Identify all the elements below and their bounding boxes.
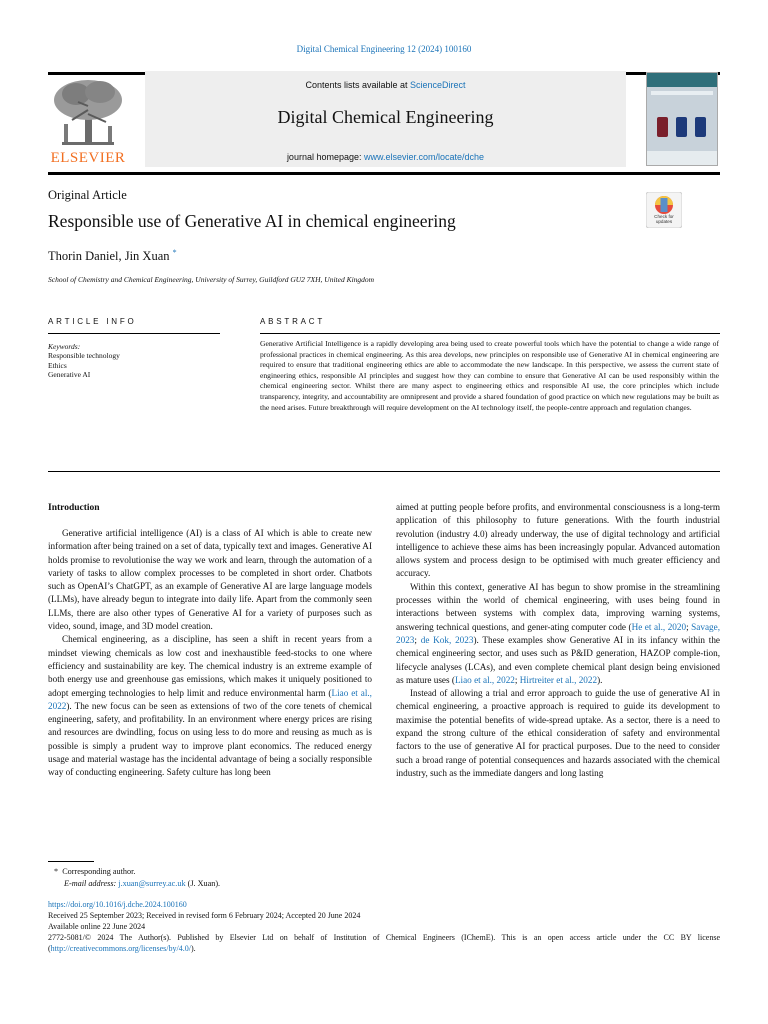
body-paragraph: Instead of allowing a trial and error approach to guide the use of generative AI in chemical engineering, a proactive approach is required to guide its development to maximise the potential benefits of wide-spread uptake. As a sector, there is a need to expand the strong culture of the ethical consideration of safety and environmental factors to the use of generative AI for practical purposes. Due to the need to consider such a broad range of potential consequences and hazards associated with the chemical industry, such as the immediate dangers and long lasting — [396, 688, 720, 778]
email-link[interactable]: j.xuan@surrey.ac.uk — [118, 879, 186, 888]
affiliation: School of Chemistry and Chemical Engineering, University of Surrey, Guildford GU2 7XH, United Kingdom — [48, 275, 375, 284]
keywords-block — [48, 342, 120, 380]
crossmark-label-line2: updates — [655, 219, 673, 224]
author-list — [48, 248, 177, 264]
license-link[interactable]: http://creativecommons.org/licenses/by/4.0/ — [50, 944, 191, 953]
homepage-link[interactable]: www.elsevier.com/locate/dche — [364, 152, 485, 162]
article-info-heading: ARTICLE INFO — [48, 317, 137, 326]
check-for-updates-badge[interactable] — [646, 192, 682, 228]
tree-icon — [48, 76, 128, 148]
reference-link[interactable]: He et al., 2020 — [631, 621, 687, 632]
article-title: Responsible use of Generative AI in chemical engineering — [48, 211, 456, 231]
doi-link[interactable]: https://doi.org/10.1016/j.dche.2024.100160 — [48, 900, 187, 909]
keywords-label: Keywords: — [48, 342, 81, 351]
crossmark-label-line1: Check for — [654, 214, 674, 219]
body-paragraph — [48, 633, 372, 779]
contents-available — [145, 80, 626, 90]
received-dates: Received 25 September 2023; Received in revised form 6 February 2024; Accepted 20 June 2024 — [48, 911, 361, 920]
journal-citation-link[interactable]: Digital Chemical Engineering 12 (2024) 100160 — [296, 44, 472, 54]
text-run: ). — [190, 944, 196, 953]
journal-title: Digital Chemical Engineering — [277, 107, 494, 127]
contents-prefix: Contents lists available at — [305, 80, 411, 90]
corresponding-label: Corresponding author. — [62, 867, 136, 876]
text-run: ). The new focus can be seen as extensions of two of the core tenets of chemical engineering, safety, and profitability. In an environment where energy prices are rising and resources are dwindling, focus on using less to do more and reusing as much as is possible is simply a prudent way to improve plant economics. The reduced energy usage and material wastage has the incidental advantage of being a socially responsible way of conducting engineering. Safety culture has long been — [48, 700, 372, 778]
cover-image-icon — [647, 73, 717, 165]
sciencedirect-link[interactable]: ScienceDirect — [410, 80, 466, 90]
abstract-text: Generative Artificial Intelligence is a rapidly developing area being used to create powerful tools which have the potential to change a wide range of professional practices in chemical engineering. As this area develops, new principles on responsible use of Generative AI in chemical engineering are required to ensure that traditional engineering ethics are able to accommodate the new landscape. In this perspective, we assess the current state of engineering ethics, responsible AI principles and suggest how they can combine to ensure that Generative AI can be used responsibly within the chemical engineering sector. Whilst there are many aspect to engineering ethics and responsible AI use, the core principles which include transparency, integrity, and accountability are omnipresent and provide a shared foundation of good practice on which new regulations may be built as the need arises. Future breakthrough will require development on the AI technology itself, the people-centre approach and regulation changes. — [260, 339, 719, 412]
reference-link[interactable]: Hirtreiter et al., 2022 — [519, 674, 598, 685]
abstract-rule — [260, 333, 720, 334]
abstract-heading: ABSTRACT — [260, 317, 326, 326]
body-right-column — [396, 501, 720, 780]
available-online: Available online 22 June 2024 — [48, 922, 146, 931]
article-type: Original Article — [48, 188, 127, 202]
abstract-bottom-rule — [48, 471, 720, 472]
text-run: ; — [686, 621, 692, 632]
text-run: 2772-5081/© 2024 The Author(s). Published by Elsevier Ltd on behalf of Institution of Chemical Engineers (IChemE). This is an open access article under the CC BY license ( — [48, 933, 720, 953]
email-suffix: (J. Xuan). — [187, 879, 221, 888]
crossmark-label — [646, 214, 682, 224]
publisher-wordmark: ELSEVIER — [50, 150, 126, 166]
article-info-rule — [48, 333, 220, 334]
header-bottom-rule — [48, 172, 720, 175]
body-left-column — [48, 527, 372, 780]
keyword: Generative AI — [48, 370, 91, 380]
text-run: Chemical engineering, as a discipline, has seen a shift in recent years from a mindset viewing chemicals as low cost and inexhaustible feed-stocks to one where efficiency and sustainability are key. The chemical industry is an extreme example of both energy use and greenhouse gas emissions, which makes it uniquely positioned to adopt emerging technologies to help limit and reduce environmental harm ( — [48, 634, 372, 698]
reference-link[interactable]: Liao et al., 2022 — [48, 687, 372, 711]
license-statement — [48, 932, 720, 954]
keyword: Ethics — [48, 360, 67, 370]
text-run: ; — [414, 634, 421, 645]
body-paragraph: aimed at putting people before profits, and environmental consciousness is a long-term application of this philosophy to future generations. With the fourth industrial revolution (industry 4.0) already underway, the use of digital technology and artificial intelligence to achieve these aims has been increasingly popular. Advanced automation allows system and process design to be optimised with much greater efficiency and accuracy. — [396, 502, 720, 579]
corresponding-author-mark[interactable]: * — [172, 248, 177, 257]
body-paragraph: Generative artificial intelligence (AI) is a class of AI which is able to create new information after being trained on a set of data, typically text and images. Generative AI holds promise to revolutionise the way we work and learn, through the automation of a variety of tasks to allow complex processes to be completed in short order. Chatbots such as OpenAI’s ChatGPT, as an example of Generative AI are large language models (LLMs), have already begun to integrate into daily life. Apart from the commonly seen LLMs, there are also other types of Generative AI for a variety of purposes such as video, sound, image, and 3D model creation. — [48, 528, 372, 632]
text-run: Within this context, generative AI has begun to show promise in the streamlining processes within the world of chemical engineering, with uses being found in interactions between systems with complex data, improving warning systems, answering technical questions, and gener-ating computer code ( — [396, 581, 720, 632]
section-title-introduction: Introduction — [48, 503, 100, 513]
journal-homepage — [145, 152, 626, 162]
footnote-mark: * — [54, 867, 59, 876]
reference-link[interactable]: Savage, 2023 — [396, 621, 720, 645]
footnote-rule — [48, 861, 94, 862]
authors[interactable]: Thorin Daniel, Jin Xuan — [48, 249, 170, 264]
publication-details — [48, 899, 720, 954]
journal-cover-thumbnail[interactable] — [646, 72, 718, 166]
email-label: E-mail address: — [64, 879, 117, 888]
text-run: ). These examples show Generative AI in its infancy within the chemical engineering sector, and uses such as P&ID generation, HAZOP comple-tion, lifecycle analyses (LCAs), and even complete chemical plant design being envisioned as mature uses ( — [396, 634, 720, 685]
corresponding-author-note — [54, 866, 135, 877]
text-run: ). — [597, 674, 603, 685]
email-note — [64, 878, 220, 889]
text-run: ; — [514, 674, 520, 685]
reference-link[interactable]: Liao et al., 2022 — [454, 674, 515, 685]
keyword: Responsible technology — [48, 351, 120, 361]
reference-link[interactable]: de Kok, 2023 — [420, 634, 474, 645]
homepage-prefix: journal homepage: — [286, 152, 364, 162]
body-paragraph — [396, 581, 720, 687]
